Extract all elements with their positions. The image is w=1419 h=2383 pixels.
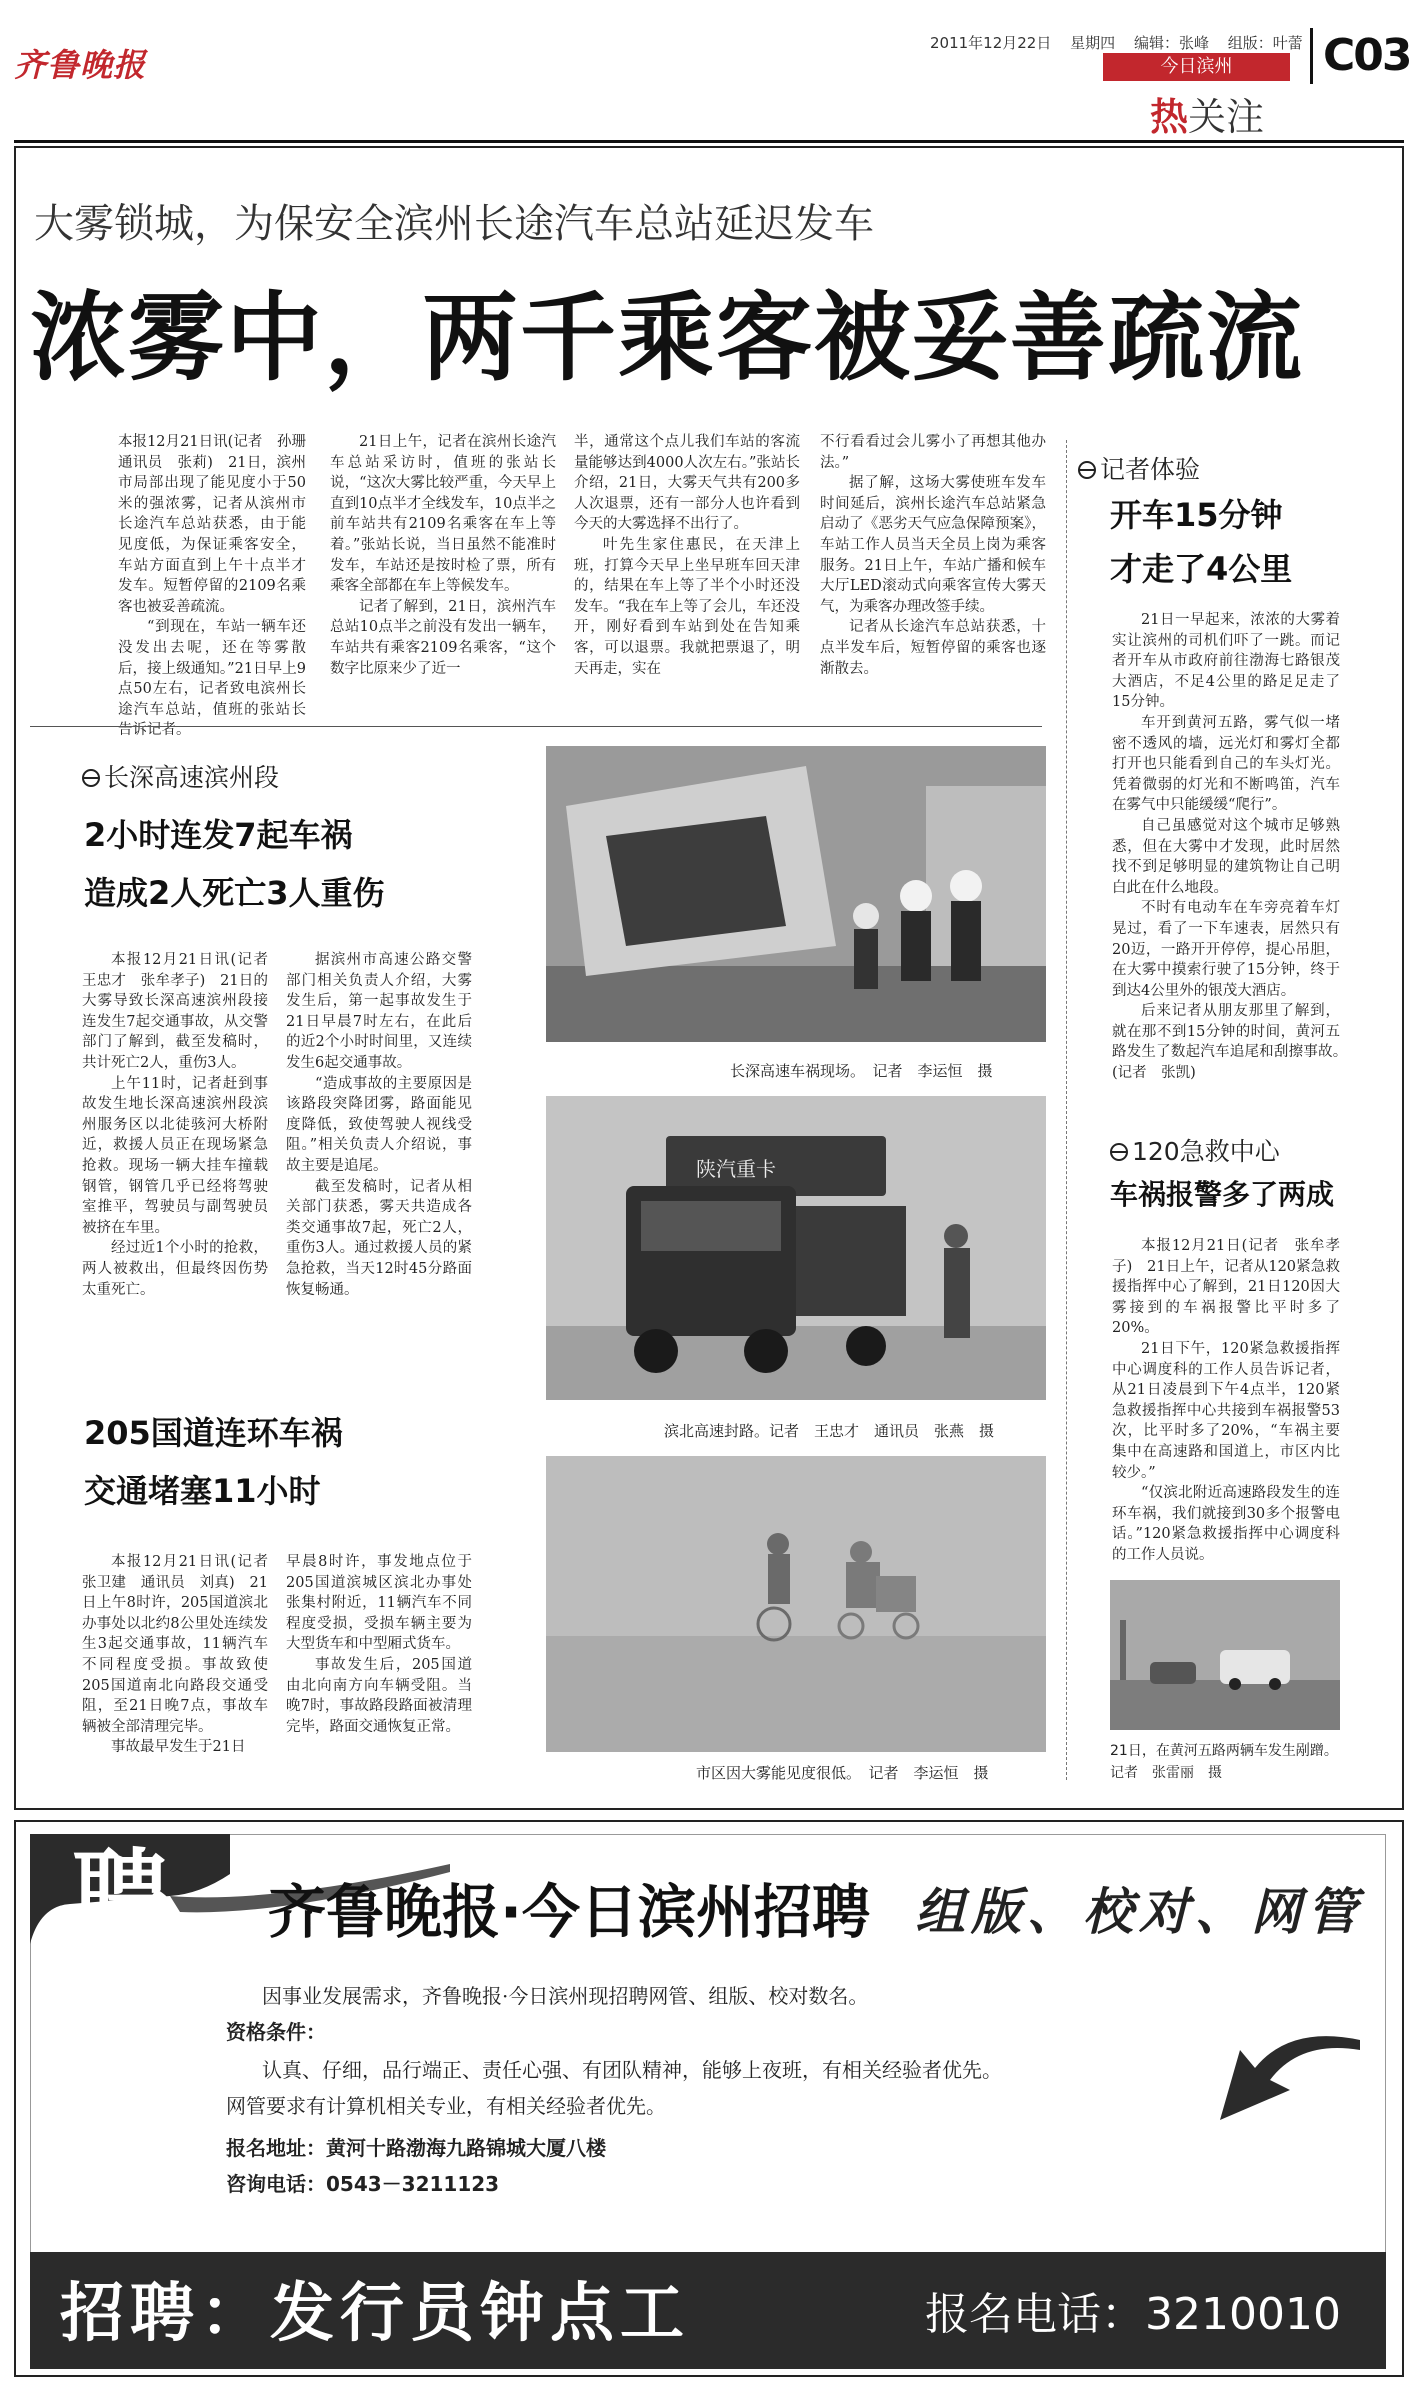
crash-photo-caption: 长深高速车祸现场。 记者 李运恒 摄 [730, 1062, 993, 1080]
story2-tag-icon [82, 769, 100, 787]
lead-column-3 [574, 432, 800, 714]
lead-col4-p3: 记者从长途汽车总站获悉，十点半发车后，短暂停留的乘客也逐渐散去。 [820, 619, 1046, 677]
fog-photo-illustration [546, 1456, 1046, 1752]
lead-col4-p1: 不行看看过会儿雾小了再想其他办法。” [820, 434, 1046, 471]
ad-bottom-right-text [925, 2278, 1341, 2342]
lead-col4-p2: 据了解，这场大雾使班车发车时间延后，滨州长途汽车总站紧急启动了《恶劣天气应急保障预案》，车站工作人员当天全员上岗为乘客服务。21日上午，车站广播和候车大厅LED滚动式向乘客宣传大雾天气，为乘客办理改签手续。 [820, 475, 1046, 615]
sidebar1-tag-text: 记者体验 [1100, 455, 1201, 484]
ad-phone-value: 0543－3211123 [326, 2172, 500, 2196]
ad-requirement-1: 认真、仔细，品行端正、责任心强、有团队精神，能够上夜班，有相关经验者优先。 [262, 2058, 1002, 2082]
story2-col2-p2: “造成事故的主要原因是该路段突降团雾，路面能见度降低，致使驾驶人视线受阻。”相关负责人介绍说，事故主要是追尾。 [286, 1075, 472, 1174]
sidebar-divider [1066, 440, 1067, 1780]
lead-column-4 [820, 432, 1046, 714]
page-number: C03 [1310, 28, 1419, 84]
sidebar1-tag-icon [1078, 461, 1096, 479]
sidebar2-headline: 车祸报警多了两成 [1110, 1178, 1335, 1211]
ad-roles: 组版、校对、网管 [915, 1882, 1363, 1941]
sidebar2-photo [1110, 1580, 1340, 1730]
sidebar1-headline-2: 才走了4公里 [1110, 550, 1293, 588]
fog-photo [546, 1456, 1046, 1752]
fog-photo-caption: 市区因大雾能见度很低。 记者 李运恒 摄 [696, 1764, 989, 1782]
ad-title: 齐鲁晚报·今日滨州招聘 [268, 1878, 871, 1946]
issue-weekday: 星期四 [1070, 34, 1116, 52]
ad-requirements-label: 资格条件： [226, 2020, 326, 2044]
ad-phone [226, 2168, 499, 2197]
crash-photo-illustration [546, 746, 1046, 1042]
sidebar2-photo-caption: 21日，在黄河五路两辆车发生剐蹭。 记者 张雷丽 摄 [1110, 1743, 1345, 1781]
lead-col1-p2: “到现在，车站一辆车还没发出去呢，还在等雾散后，接上级通知。”21日早上9点50左右，记者致电滨州长途汽车总站，值班的张站长告诉记者。 [118, 619, 306, 739]
sidebar1-body [1112, 610, 1355, 1112]
ad-bottom-tel: 3210010 [1145, 2289, 1341, 2340]
story2-column-1 [82, 950, 283, 1366]
lead-col3-p1: 半，通常这个点儿我们车站的客流量能够达到4000人次左右。”张站长介绍，21日，大雾天气共有200多人次退票，还有一部分人也许看到今天的大雾选择不出行了。 [574, 434, 800, 533]
street-photo-illustration [1110, 1580, 1340, 1730]
story3-col1-p2: 事故最早发生于21日 [111, 1739, 246, 1756]
lead-col1-p1: 本报12月21日讯(记者 孙珊 通讯员 张莉) 21日，滨州市局部出现了能见度小于50米的强浓雾，记者从滨州市长途汽车总站获悉，由于能见度低，为保证乘客安全，车站方面直到上午十点半才发车。短暂停留的2109名乘客也被妥善疏流。 [118, 434, 321, 615]
story2-col1-p2: 上午11时，记者赶到事故发生地长深高速滨州段滨州服务区以北徒骇河大桥附近，救援人员正在现场紧急抢救。现场一辆大挂车撞载钢管，钢管几乎已经将驾驶室推平，驾驶员与副驾驶员被挤在车里。 [82, 1075, 268, 1236]
crash-photo [546, 746, 1046, 1042]
truck-brand-text: 陕汽重卡 [696, 1157, 776, 1181]
story2-col2-p3: 截至发稿时，记者从相关部门获悉，雾天共造成各类交通事故7起，死亡2人，重伤3人。通过救援人员的紧急抢救，当天12时45分路面恢复畅通。 [286, 1178, 472, 1298]
story2-column-2 [286, 950, 472, 1366]
lead-column-2 [330, 432, 556, 714]
story2-tag [82, 758, 279, 794]
newspaper-logo: 齐鲁晚报 [14, 46, 147, 84]
story2-headline-1: 2小时连发7起车祸 [84, 816, 353, 854]
story2-col2-p1: 据滨州市高速公路交警部门相关负责人介绍，大雾发生后，第一起事故发生于21日早晨7时左右，在此后的近2个小时时间里，又连续发生6起交通事故。 [286, 952, 472, 1071]
ad-bottom-left-text: 招聘：发行员钟点工 [60, 2276, 690, 2351]
lead-headline: 浓雾中，两千乘客被妥善疏流 [30, 282, 1304, 394]
truck-photo-caption: 滨北高速封路。记者 王忠才 通讯员 张燕 摄 [664, 1422, 995, 1440]
sidebar2-p1: 本报12月21日(记者 张牟孝子) 21日上午，记者从120紧急救援指挥中心了解到，21日120因大雾接到的车祸报警比平时多了20%。 [1112, 1238, 1340, 1337]
lead-col3-p2: 叶先生家住惠民，在天津上班，打算今天早上坐早班车回天津的，结果在车上等了半个小时还没发车。“我在车上等了会儿，车还没开，刚好看到车站到处在告知乘客，可以退票。我就把票退了，明天再走，实在 [574, 536, 800, 677]
issue-date: 2011年12月22日 [930, 34, 1052, 52]
ad-requirement-2: 网管要求有计算机相关专业，有相关经验者优先。 [226, 2094, 666, 2118]
sidebar2-tag-text: 120急救中心 [1132, 1137, 1280, 1166]
sidebar1-p4: 不时有电动车在车旁亮着车灯晃过，看了一下车速表，居然只有20迈，一路开开停停，提心吊胆，在大雾中摸索行驶了15分钟，终于到达4公里外的银茂大酒店。 [1112, 900, 1340, 999]
sidebar1-p2: 车开到黄河五路，雾气似一堵密不透风的墙，远光灯和雾灯全都打开也只能看到自己的车头灯光。凭着微弱的灯光和不断鸣笛，汽车在雾气中只能缓缓“爬行”。 [1112, 714, 1340, 814]
lead-bottom-rule [30, 726, 1042, 727]
truck-photo-illustration [546, 1096, 1046, 1400]
story3-col2-p2: 事故发生后，205国道由北向南方向车辆受阻。当晚7时，事故路段路面被清理完毕，路面交通恢复正常。 [286, 1656, 472, 1735]
sidebar2-p3: “仅滨北附近高速路段发生的连环车祸，我们就接到30多个报警电话。”120紧急救援指挥中心调度科的工作人员说。 [1112, 1485, 1340, 1563]
sidebar2-p2: 21日下午，120紧急救援指挥中心调度科的工作人员告诉记者，从21日凌晨到下午4点半，120紧急救援指挥中心共接到车祸报警53次，比平时多了20%，“车祸主要集中在高速路和国道上，市区内比较少。” [1112, 1340, 1340, 1481]
sidebar2-body [1112, 1236, 1340, 1566]
story2-tag-text: 长深高速滨州段 [104, 763, 280, 792]
ad-address-value: 黄河十路渤海九路锦城大厦八楼 [326, 2136, 606, 2160]
issue-editor: 编辑：张峰 [1133, 34, 1209, 52]
issue-layout: 组版：叶蕾 [1227, 34, 1303, 52]
sidebar2-tag-icon [1110, 1143, 1128, 1161]
story2-headline-2: 造成2人死亡3人重伤 [84, 874, 385, 912]
sidebar1-headline-1: 开车15分钟 [1110, 496, 1283, 534]
ad-address [226, 2132, 606, 2161]
ad-arrow-icon [1210, 2020, 1360, 2160]
sidebar1-p3: 自己虽感觉对这个城市足够熟悉，但在大雾中才发现，此时居然找不到足够明显的建筑物让自己明白此在什么地段。 [1112, 817, 1340, 896]
story3-col2-p1: 早晨8时许，事发地点位于205国道滨城区滨北办事处张集村附近，11辆汽车不同程度受损，受损车辆主要为大型货车和中型厢式货车。 [286, 1554, 472, 1653]
sidebar1-p5: 后来记者从朋友那里了解到，就在那不到15分钟的时间，黄河五路发生了数起汽车追尾和刮擦事故。 (记者 张凯) [1112, 1003, 1355, 1082]
story2-col1-p3: 经过近1个小时的抢救，两人被救出，但最终因伤势太重死亡。 [82, 1240, 268, 1298]
masthead-rule [14, 140, 1404, 143]
lead-col2-p1: 21日上午，记者在滨州长途汽车总站采访时，值班的张站长说，“这次大雾比较严重，今天早上直到10点半才全线发车，10点半之前车站共有2109名乘客在车上等着。”张站长说，当日虽然不能准时发车，车站还是按时检了票，所有乘客全部都在车上等候发车。 [330, 434, 556, 595]
ad-pin-char: 聘 [72, 1839, 168, 1951]
ad-address-label: 报名地址： [226, 2136, 326, 2160]
section-tag: 今日滨州 [1103, 53, 1290, 81]
issue-meta [930, 32, 1317, 53]
sidebar1-tag [1078, 450, 1200, 486]
lead-column-1 [118, 432, 321, 739]
truck-photo [546, 1096, 1046, 1400]
column-name-rest: 关注 [1188, 95, 1265, 139]
lead-kicker: 大雾锁城，为保安全滨州长途汽车总站延迟发车 [34, 201, 874, 247]
ad-intro: 因事业发展需求，齐鲁晚报·今日滨州现招聘网管、组版、校对数名。 [262, 1984, 869, 2008]
story3-col1-p1: 本报12月21日讯(记者 张卫建 通讯员 刘真) 21日上午8时许，205国道滨北办事处以北约8公里处连续发生3起交通事故，11辆汽车不同程度受损。事故致使205国道南北向路段交通受阻，至21日晚7点，事故车辆被全部清理完毕。 [82, 1554, 283, 1735]
story3-column-2 [286, 1552, 472, 1788]
sidebar1-p1: 21日一早起来，浓浓的大雾着实让滨州的司机们吓了一跳。而记者开车从市政府前往渤海七路银茂大酒店，不足4公里的路足足走了15分钟。 [1112, 612, 1340, 711]
column-name [1150, 86, 1264, 141]
column-name-red: 热 [1150, 95, 1189, 139]
ad-phone-label: 咨询电话： [226, 2172, 326, 2196]
story3-column-1 [82, 1552, 283, 1788]
sidebar2-tag [1110, 1132, 1280, 1168]
story2-col1-p1: 本报12月21日讯(记者 王忠才 张牟孝子) 21日的大雾导致长深高速滨州段接连发生7起交通事故，从交警部门了解到，截至发稿时，共计死亡2人，重伤3人。 [82, 952, 283, 1071]
story3-headline-1: 205国道连环车祸 [84, 1414, 343, 1452]
ad-bottom-tel-label: 报名电话： [925, 2289, 1145, 2340]
story3-headline-2: 交通堵塞11小时 [84, 1472, 321, 1510]
lead-col2-p2: 记者了解到，21日，滨州汽车总站10点半之前没有发出一辆车，车站共有乘客2109名乘客，“这个数字比原来少了近一 [330, 598, 556, 677]
